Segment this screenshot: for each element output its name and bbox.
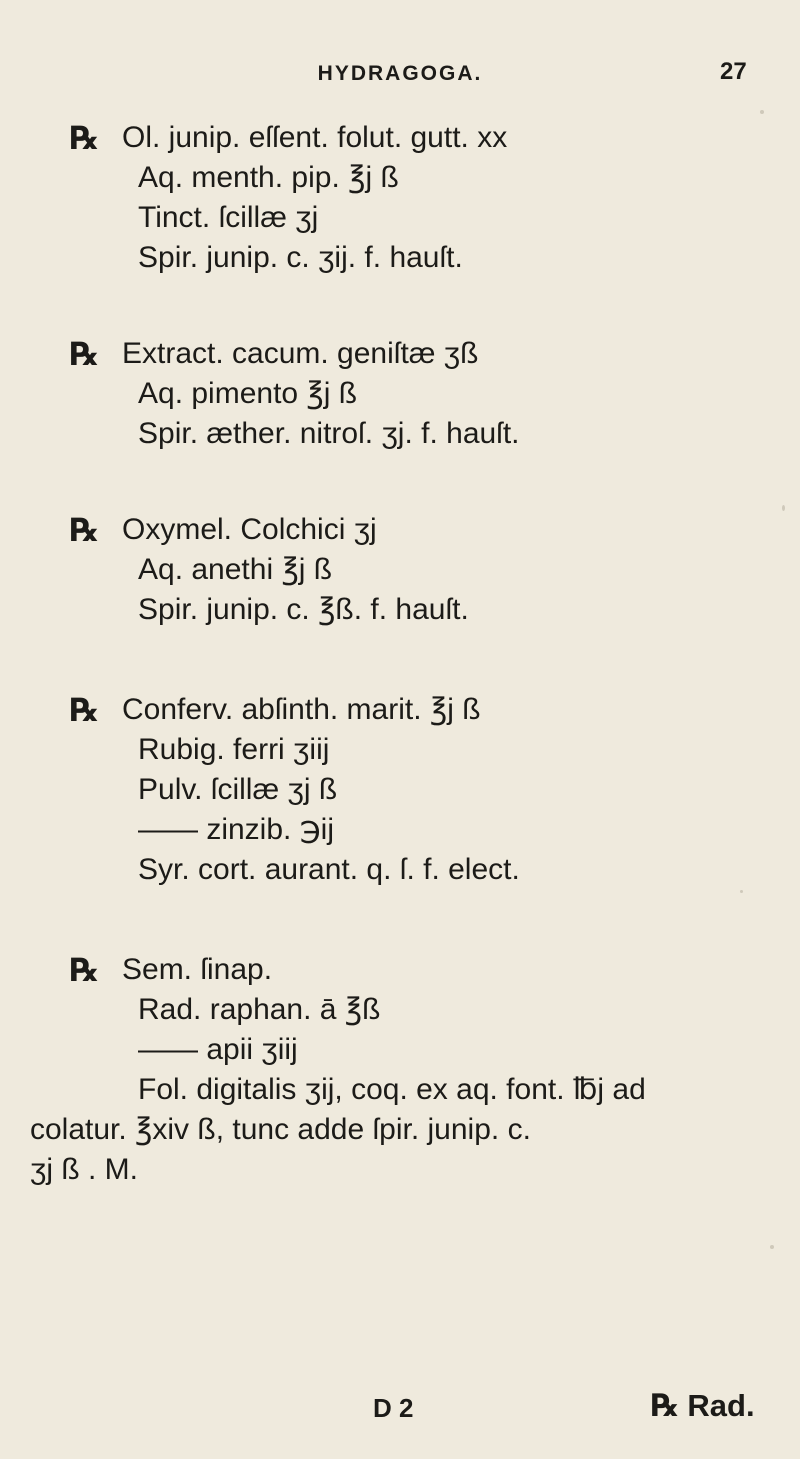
rx-symbol: ℞ — [70, 120, 99, 156]
page-number: 27 — [720, 58, 747, 85]
recipe-5 — [30, 950, 646, 1190]
recipe-1 — [70, 118, 508, 278]
recipe-line: Rubig. ferri ʒiij — [138, 733, 330, 766]
paper-speck — [782, 505, 785, 511]
recipe-2 — [70, 334, 520, 454]
recipe-line: —— zinzib. ℈ij — [138, 813, 334, 846]
recipe-line: Rad. raphan. ā ℥ß — [138, 993, 381, 1026]
paper-speck — [760, 110, 764, 114]
recipe-line: Ol. junip. eſſent. folut. gutt. xx — [122, 121, 508, 154]
recipe-line: Spir. æther. nitroſ. ʒj. f. hauſt. — [138, 417, 520, 450]
recipe-line: Spir. junip. c. ℥ß. f. hauſt. — [138, 593, 469, 626]
recipe-line: Aq. anethi ℥j ß — [138, 553, 333, 586]
recipe-line: Aq. pimento ℥j ß — [138, 377, 358, 410]
recipe-line: Fol. digitalis ʒij, coq. ex aq. font. ℔j ad — [138, 1073, 646, 1106]
rx-symbol: ℞ — [70, 336, 99, 372]
recipe-line: —— apii ʒiij — [138, 1033, 298, 1066]
recipe-3 — [70, 510, 469, 630]
running-head: HYDRAGOGA. — [317, 62, 483, 85]
recipe-line: Conferv. abſinth. marit. ℥j ß — [122, 693, 481, 726]
recipe-line: Spir. junip. c. ʒij. f. hauſt. — [138, 241, 463, 274]
catchword: ℞ Rad. — [651, 1388, 755, 1423]
rx-symbol: ℞ — [70, 952, 99, 988]
recipe-line: Tinct. ſcillæ ʒj — [138, 201, 319, 234]
signature-mark: D 2 — [373, 1393, 414, 1423]
paper-speck — [770, 1245, 774, 1249]
recipe-line: ʒj ß . M. — [30, 1153, 139, 1186]
recipe-line: colatur. ℥xiv ß, tunc adde ſpir. junip. c. — [30, 1113, 531, 1146]
paper-speck — [740, 890, 743, 893]
recipe-line: Oxymel. Colchici ʒj — [122, 513, 377, 546]
rx-symbol: ℞ — [70, 512, 99, 548]
rx-symbol: ℞ — [70, 692, 99, 728]
recipe-line: Sem. ſinap. — [122, 953, 273, 986]
recipe-line: Syr. cort. aurant. q. ſ. f. elect. — [138, 853, 520, 886]
recipe-line: Aq. menth. pip. ℥j ß — [138, 161, 399, 194]
recipe-4 — [70, 690, 520, 890]
recipe-line: Pulv. ſcillæ ʒj ß — [138, 773, 338, 806]
recipe-line: Extract. cacum. geniſtæ ʒß — [122, 337, 479, 370]
